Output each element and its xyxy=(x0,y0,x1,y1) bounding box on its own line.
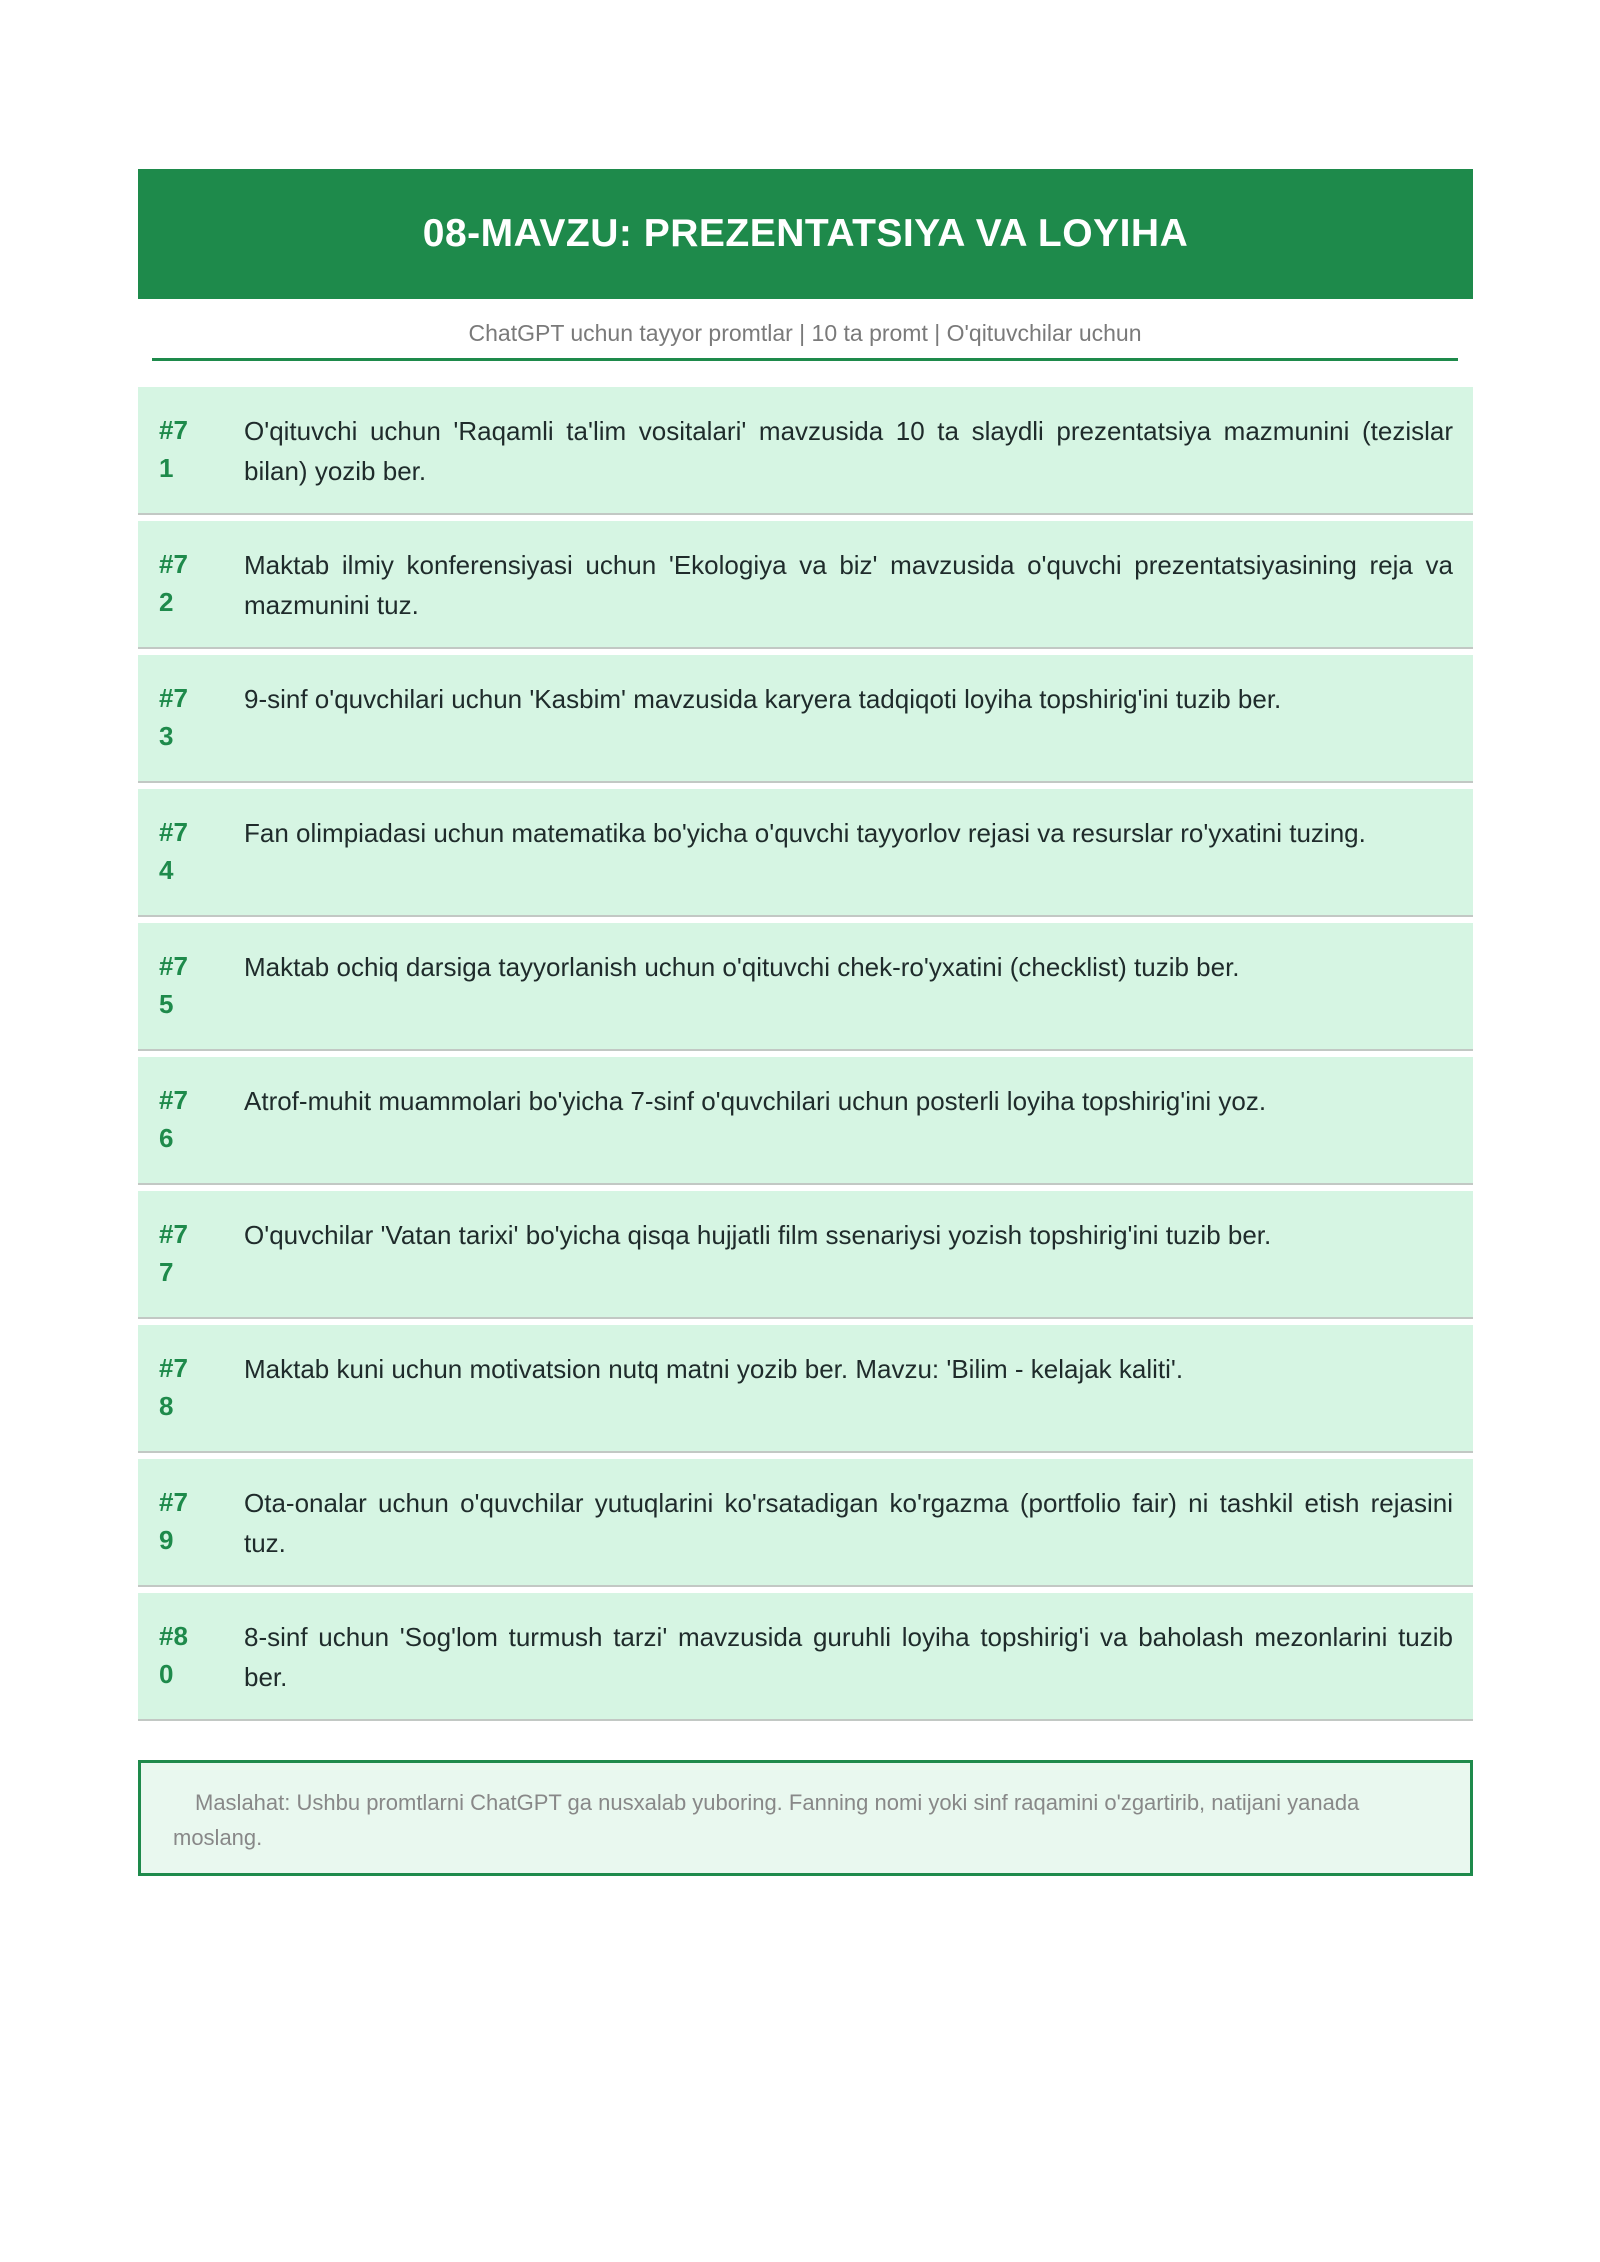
prompt-row xyxy=(138,923,1473,1051)
prompt-text: 9-sinf o'quvchilari uchun 'Kasbim' mavzusida karyera tadqiqoti loyiha topshirig'ini tuzib ber. xyxy=(244,684,1282,714)
prompt-number: #79 xyxy=(159,1487,188,1555)
prompt-number: #73 xyxy=(159,683,188,751)
prompt-text: Ota-onalar uchun o'quvchilar yutuqlarini ko'rsatadigan ko'rgazma (portfolio fair) ni tashkil etish rejasini tuz. xyxy=(244,1488,1453,1558)
prompt-row xyxy=(138,1191,1473,1319)
prompt-text: Atrof-muhit muammolari bo'yicha 7-sinf o'quvchilari uchun posterli loyiha topshirig'ini yoz. xyxy=(244,1086,1267,1116)
prompt-row xyxy=(138,1459,1473,1587)
prompt-row xyxy=(138,1057,1473,1185)
prompt-text: Maktab ochiq darsiga tayyorlanish uchun o'qituvchi chek-ro'yxatini (checklist) tuzib ber. xyxy=(244,952,1240,982)
subtitle-divider xyxy=(152,358,1458,361)
prompt-row xyxy=(138,1325,1473,1453)
page-title: 08-MAVZU: PREZENTATSIYA VA LOYIHA xyxy=(422,212,1189,255)
tip-box xyxy=(138,1760,1473,1876)
title-banner xyxy=(138,169,1473,299)
page-subtitle: ChatGPT uchun tayyor promtlar | 10 ta promt | O'qituvchilar uchun xyxy=(468,320,1142,346)
prompt-number: #75 xyxy=(159,951,188,1019)
prompt-row xyxy=(138,1593,1473,1721)
prompt-text: Maktab kuni uchun motivatsion nutq matni yozib ber. Mavzu: 'Bilim - kelajak kaliti'. xyxy=(244,1354,1184,1384)
prompt-list xyxy=(138,387,1473,1727)
prompt-row xyxy=(138,521,1473,649)
prompt-number: #80 xyxy=(159,1621,188,1689)
prompt-text: O'quvchilar 'Vatan tarixi' bo'yicha qisqa hujjatli film ssenariysi yozish topshirig'ini tuzib ber. xyxy=(244,1220,1272,1250)
tip-text: Maslahat: Ushbu promtlarni ChatGPT ga nusxalab yuboring. Fanning nomi yoki sinf raqamini o'zgartirib, natijani yanada moslang. xyxy=(173,1790,1360,1850)
prompt-row xyxy=(138,655,1473,783)
prompt-number: #72 xyxy=(159,549,188,617)
prompt-number: #78 xyxy=(159,1353,188,1421)
prompt-text: Fan olimpiadasi uchun matematika bo'yicha o'quvchi tayyorlov rejasi va resurslar ro'yxatini tuzing. xyxy=(244,818,1366,848)
prompt-text: Maktab ilmiy konferensiyasi uchun 'Ekologiya va biz' mavzusida o'quvchi prezentatsiyasining reja va mazmunini tuz. xyxy=(244,550,1453,620)
prompt-number: #77 xyxy=(159,1219,188,1287)
prompt-number: #74 xyxy=(159,817,188,885)
prompt-row xyxy=(138,387,1473,515)
prompt-text: 8-sinf uchun 'Sog'lom turmush tarzi' mavzusida guruhli loyiha topshirig'i va baholash mezonlarini tuzib ber. xyxy=(244,1622,1453,1692)
prompt-row xyxy=(138,789,1473,917)
prompt-number: #71 xyxy=(159,415,188,483)
prompt-number: #76 xyxy=(159,1085,188,1153)
prompt-text: O'qituvchi uchun 'Raqamli ta'lim vositalari' mavzusida 10 ta slaydli prezentatsiya mazmunini (tezislar bilan) yozib ber. xyxy=(244,416,1453,486)
